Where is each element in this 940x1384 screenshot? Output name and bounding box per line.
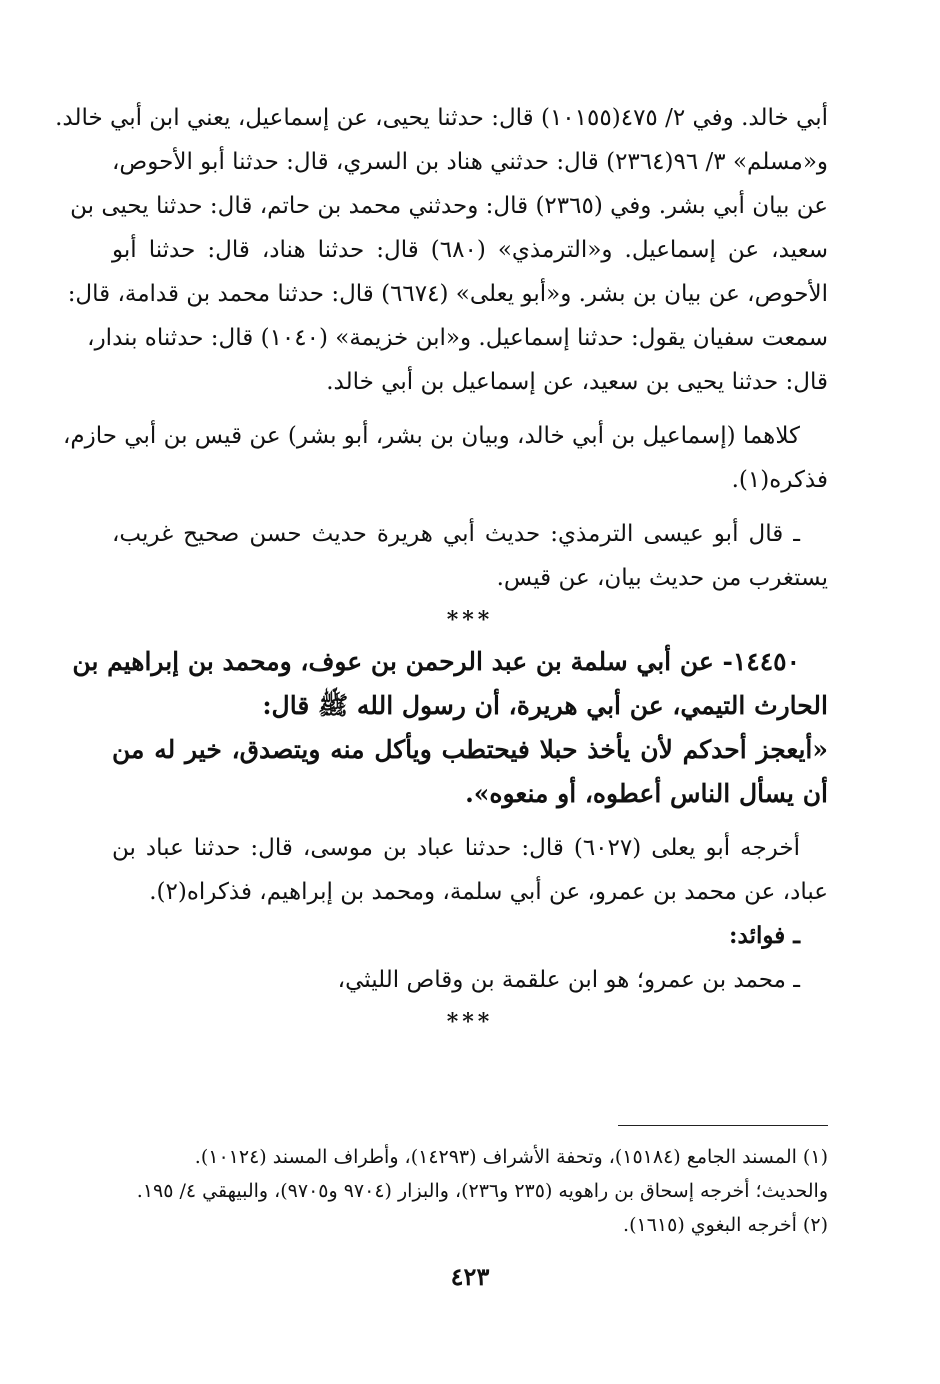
page-number: ٤٢٣: [450, 1262, 490, 1291]
text-line: و«مسلم» ٣/ ٩٦(٢٣٦٤) قال: حدثني هناد بن السري، قال: حدثنا أبو الأحوص،: [112, 149, 828, 175]
footnotes: [112, 1140, 828, 1242]
footnote-line: (١) المسند الجامع (١٥١٨٤)، وتحفة الأشراف (١٤٢٩٣)، وأطراف المسند (١٠١٢٤).: [194, 1146, 828, 1168]
paragraph-takhrij-continued: [55, 96, 828, 404]
text-line: يستغرب من حديث بيان، عن قيس.: [496, 565, 828, 591]
footnote-line: والحديث؛ أخرجه إسحاق بن راهويه (٢٣٥ و٢٣٦)، والبزار (٩٧٠٤ و٩٧٠٥)، والبيهقي ٤/ ١٩٥.: [136, 1180, 828, 1202]
hadith-isnad-line: ١٤٤٥٠- عن أبي سلمة بن عبد الرحمن بن عوف، ومحمد بن إبراهيم بن: [72, 647, 800, 676]
paragraph-both-narrators: [63, 414, 828, 502]
text-line: قال: حدثنا يحيى بن سعيد، عن إسماعيل بن أبي خالد.: [326, 369, 828, 395]
fawaid-heading: ـ فوائد:: [729, 922, 800, 949]
text-line: عباد، عن محمد بن عمرو، عن أبي سلمة، ومحمد بن إبراهيم، فذكراه(٢).: [149, 879, 828, 905]
hadith-matn-line: «أيعجز أحدكم لأن يأخذ حبلا فيحتطب ويأكل منه ويتصدق، خير له من: [112, 735, 828, 764]
text-line: فذكره(١).: [731, 467, 828, 493]
text-line: الأحوص، عن بيان بن بشر. و«أبو يعلى» (٦٦٧٤) قال: حدثنا محمد بن قدامة، قال:: [67, 281, 828, 307]
text-line: ـ قال أبو عيسى الترمذي: حديث أبي هريرة حديث حسن صحيح غريب،: [112, 521, 800, 547]
text-line: سعيد، عن إسماعيل. و«الترمذي» (٦٨٠) قال: حدثنا هناد، قال: حدثنا أبو: [112, 237, 828, 263]
fawaid-item: ـ محمد بن عمرو؛ هو ابن علقمة بن وقاص الليثي،: [337, 967, 800, 993]
text-line: كلاهما (إسماعيل بن أبي خالد، وبيان بن بشر، أبو بشر) عن قيس بن أبي حازم،: [63, 423, 800, 449]
section-separator: ***: [446, 607, 494, 633]
main-text: [55, 96, 828, 1042]
text-line: عن بيان أبي بشر. وفي (٢٣٦٥) قال: وحدثني محمد بن حاتم، قال: حدثنا يحيى بن: [70, 193, 828, 219]
paragraph-abu-yala: [112, 826, 828, 914]
footnote-line: (٢) أخرجه البغوي (١٦١٥).: [623, 1214, 828, 1236]
footnote-divider: [618, 1125, 828, 1126]
hadith-isnad-line: الحارث التيمي، عن أبي هريرة، أن رسول الله ﷺ قال:: [262, 691, 828, 720]
section-separator: ***: [446, 1009, 494, 1035]
hadith-matn-line: أن يسأل الناس أعطوه، أو منعوه».: [465, 779, 828, 808]
text-line: أبي خالد. وفي ٢/ ٤٧٥(١٠١٥٥) قال: حدثنا يحيى، عن إسماعيل، يعني ابن أبي خالد.: [55, 105, 828, 131]
text-line: سمعت سفيان يقول: حدثنا إسماعيل. و«ابن خزيمة» (١٠٤٠) قال: حدثناه بندار،: [87, 325, 828, 351]
text-line: أخرجه أبو يعلى (٦٠٢٧) قال: حدثنا عباد بن موسى، قال: حدثنا عباد بن: [112, 835, 800, 861]
paragraph-tirmidhi-comment: [112, 512, 828, 600]
hadith-block: [72, 640, 828, 816]
